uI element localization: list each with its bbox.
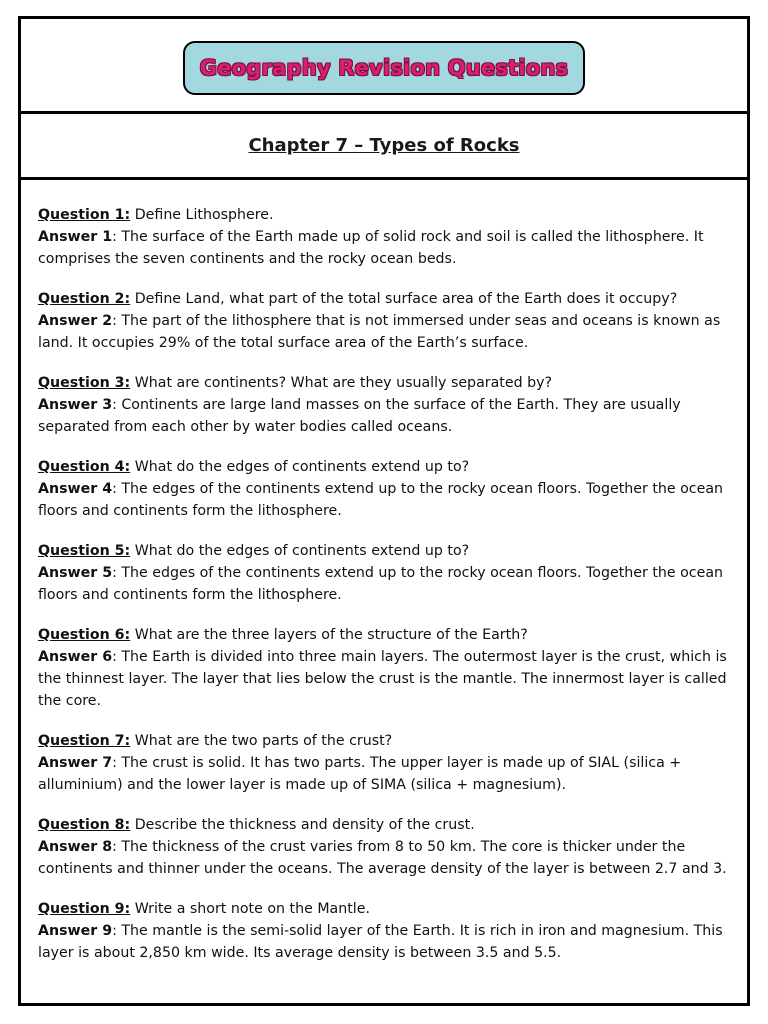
qa-list <box>38 204 738 964</box>
answer-text: : The edges of the continents extend up to the rocky ocean floors. Together the ocean floors and continents form the lithosphere. <box>38 481 724 519</box>
qa-item-2 <box>38 288 738 354</box>
question-label: Question 2: <box>38 291 131 307</box>
question-text: Define Lithosphere. <box>130 207 274 223</box>
worksheet-title: Geography Revision Questions <box>199 56 569 80</box>
question-label: Question 1: <box>38 207 131 223</box>
answer-label: Answer 4 <box>38 481 113 497</box>
answer-label: Answer 6 <box>38 649 113 665</box>
question-text: Write a short note on the Mantle. <box>130 901 370 917</box>
answer-text: : The part of the lithosphere that is not immersed under seas and oceans is known as land. It occupies 29% of the total surface area of the Earth’s surface. <box>38 313 721 351</box>
answer-text: : The surface of the Earth made up of solid rock and soil is called the lithosphere. It comprises the seven continents and the rocky ocean beds. <box>38 229 704 267</box>
qa-item-3 <box>38 372 738 438</box>
qa-item-4 <box>38 456 738 522</box>
answer-label: Answer 8 <box>38 839 113 855</box>
answer-text: : The mantle is the semi-solid layer of the Earth. It is rich in iron and magnesium. This layer is about 2,850 km wide. Its average density is between 3.5 and 5.5. <box>38 923 723 961</box>
qa-item-5 <box>38 540 738 606</box>
title-banner <box>183 41 585 95</box>
chapter-title: Chapter 7 – Types of Rocks <box>248 135 520 156</box>
question-label: Question 8: <box>38 817 131 833</box>
qa-item-8 <box>38 814 738 880</box>
answer-label: Answer 9 <box>38 923 113 939</box>
answer-label: Answer 7 <box>38 755 113 771</box>
question-text: What do the edges of continents extend up to? <box>130 543 470 559</box>
question-text: What do the edges of continents extend up to? <box>130 459 470 475</box>
qa-item-1 <box>38 204 738 270</box>
qa-item-7 <box>38 730 738 796</box>
chapter-header <box>21 114 747 180</box>
answer-text: : The crust is solid. It has two parts. The upper layer is made up of SIAL (silica + alluminium) and the lower layer is made up of SIMA (silica + magnesium). <box>38 755 682 793</box>
worksheet-header <box>21 19 747 114</box>
qa-item-6 <box>38 624 738 712</box>
worksheet-frame <box>18 16 750 1006</box>
question-label: Question 3: <box>38 375 131 391</box>
question-label: Question 4: <box>38 459 131 475</box>
answer-text: : The Earth is divided into three main layers. The outermost layer is the crust, which is the thinnest layer. The layer that lies below the crust is the mantle. The innermost layer is called the core. <box>38 649 727 709</box>
question-text: What are the three layers of the structure of the Earth? <box>130 627 528 643</box>
question-text: What are the two parts of the crust? <box>130 733 393 749</box>
answer-text: : The thickness of the crust varies from 8 to 50 km. The core is thicker under the continents and thinner under the oceans. The average density of the layer is between 2.7 and 3. <box>38 839 727 877</box>
question-text: Define Land, what part of the total surface area of the Earth does it occupy? <box>130 291 678 307</box>
question-label: Question 5: <box>38 543 131 559</box>
answer-label: Answer 5 <box>38 565 113 581</box>
answer-label: Answer 1 <box>38 229 113 245</box>
question-text: Describe the thickness and density of the crust. <box>130 817 475 833</box>
answer-label: Answer 3 <box>38 397 113 413</box>
answer-text: : The edges of the continents extend up to the rocky ocean floors. Together the ocean floors and continents form the lithosphere. <box>38 565 724 603</box>
question-text: What are continents? What are they usually separated by? <box>130 375 553 391</box>
qa-item-9 <box>38 898 738 964</box>
answer-label: Answer 2 <box>38 313 113 329</box>
question-label: Question 6: <box>38 627 131 643</box>
answer-text: : Continents are large land masses on the surface of the Earth. They are usually separated from each other by water bodies called oceans. <box>38 397 681 435</box>
question-label: Question 7: <box>38 733 131 749</box>
question-label: Question 9: <box>38 901 131 917</box>
